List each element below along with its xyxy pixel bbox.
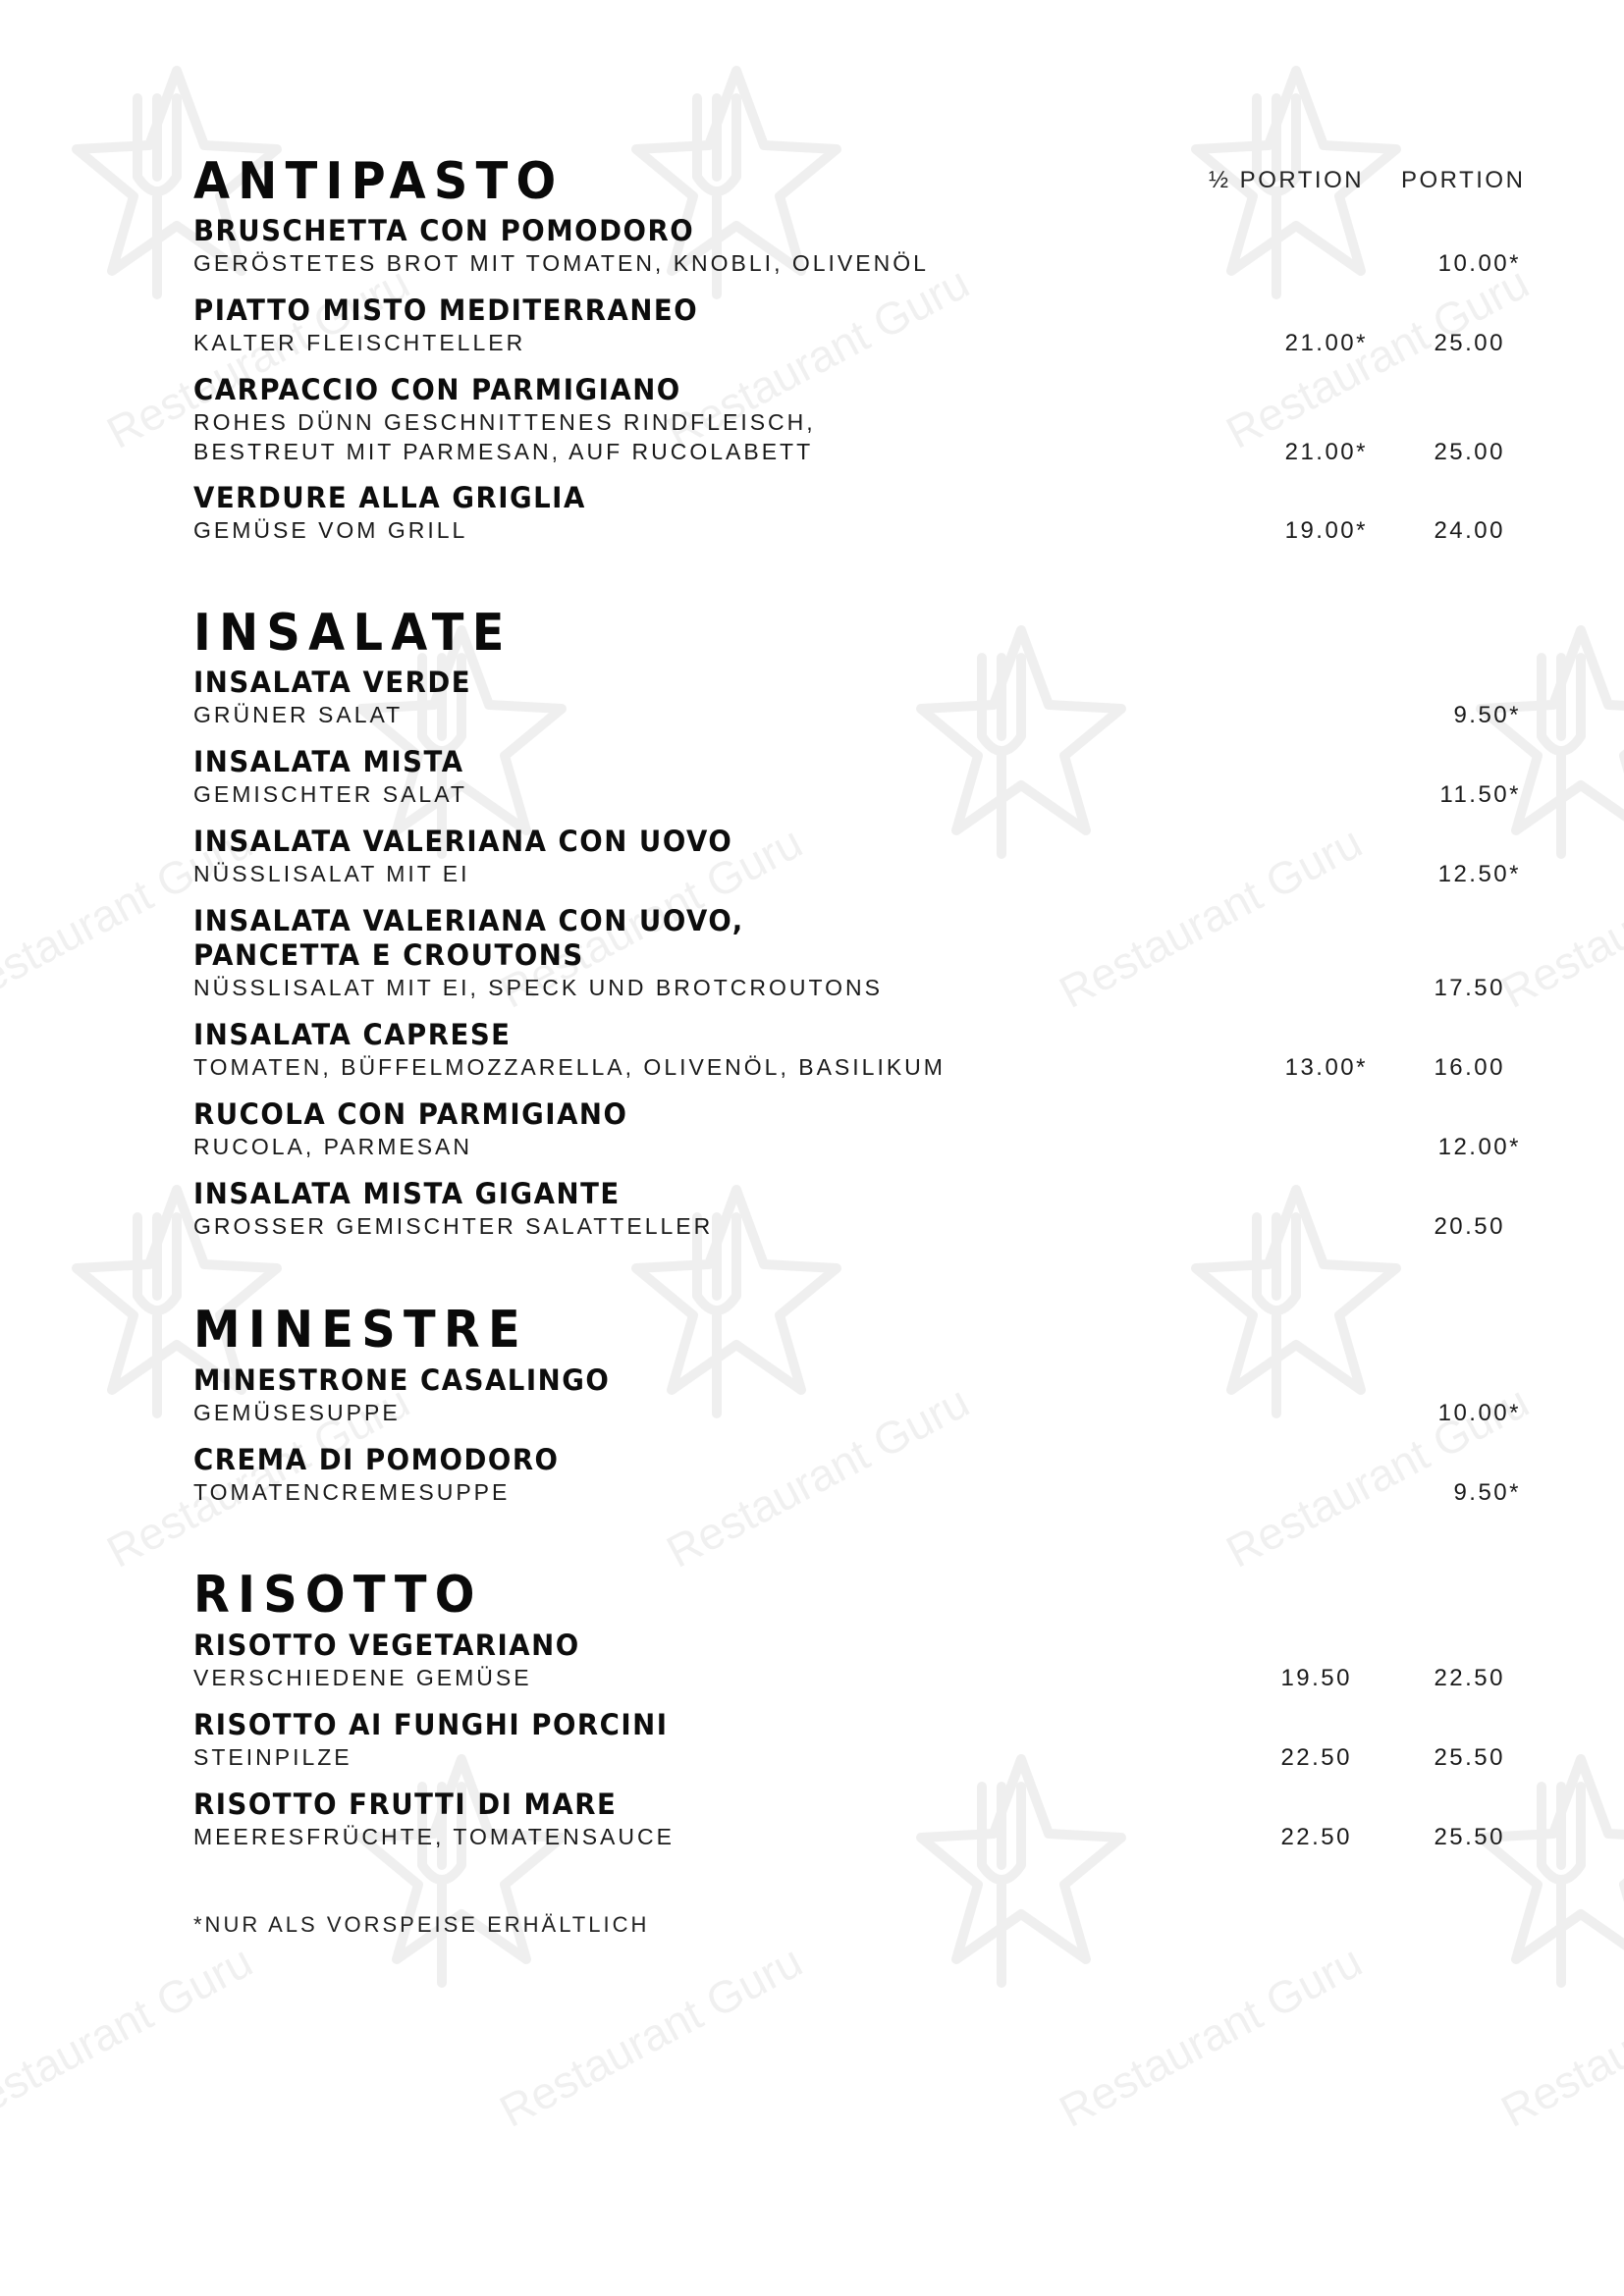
menu-item (193, 904, 1529, 1002)
menu-item (193, 1177, 1529, 1241)
menu-item-description: GERÖSTETES BROT MIT TOMATEN, KNOBLI, OLIVENÖL (193, 250, 929, 276)
menu-item (193, 1443, 1529, 1507)
menu-item-name: PIATTO MISTO MEDITERRANEO (193, 294, 699, 327)
price-half-portion: 13.00* (1284, 1054, 1368, 1081)
price-portion: 11.50* (1439, 781, 1521, 808)
menu-item-description: MEERESFRÜCHTE, TOMATENSAUCE (193, 1824, 675, 1849)
price-portion: 25.00 (1434, 439, 1505, 465)
price-portion: 25.00 (1434, 330, 1505, 356)
menu-item-name: RISOTTO FRUTTI DI MARE (193, 1788, 618, 1821)
menu-item-description: VERSCHIEDENE GEMÜSE (193, 1665, 532, 1690)
menu-item (193, 1097, 1529, 1161)
menu-item-description: ROHES DÜNN GESCHNITTENES RINDFLEISCH, (193, 409, 816, 435)
menu-item-description: RUCOLA, PARMESAN (193, 1134, 473, 1159)
price-portion: 25.50 (1434, 1744, 1505, 1771)
price-portion: 17.50 (1434, 975, 1505, 1001)
price-portion: 9.50* (1453, 702, 1521, 728)
fork-star-icon (353, 1747, 569, 1993)
price-portion: 16.00 (1434, 1054, 1505, 1081)
footnote: *NUR ALS VORSPEISE ERHÄLTLICH (193, 1912, 650, 1937)
menu-item-description: TOMATENCREMESUPPE (193, 1479, 511, 1505)
menu-item-description: KALTER FLEISCHTELLER (193, 330, 526, 355)
menu-item-description: TOMATEN, BÜFFELMOZZARELLA, OLIVENÖL, BASILIKUM (193, 1054, 946, 1080)
price-half-portion: 19.50 (1280, 1665, 1352, 1691)
price-portion: 22.50 (1434, 1665, 1505, 1691)
menu-item-name: INSALATA VALERIANA CON UOVO (193, 825, 733, 858)
watermark-text (1492, 1934, 1624, 2137)
column-header-half-portion: ½ PORTION (1209, 167, 1365, 193)
menu-item-description: BESTREUT MIT PARMESAN, AUF RUCOLABETT (193, 439, 814, 464)
menu-item-description: STEINPILZE (193, 1744, 352, 1770)
price-half-portion: 22.50 (1280, 1744, 1352, 1771)
menu-item-name: BRUSCHETTA CON POMODORO (193, 214, 695, 247)
menu-item-name: RISOTTO VEGETARIANO (193, 1629, 580, 1662)
menu-item-name: PANCETTA E CROUTONS (193, 938, 584, 972)
price-portion: 12.50* (1437, 861, 1521, 887)
section-title: RISOTTO (193, 1566, 483, 1625)
menu-item (193, 1363, 1529, 1427)
menu-item-name: CARPACCIO CON PARMIGIANO (193, 373, 681, 406)
price-portion: 24.00 (1434, 517, 1505, 544)
price-portion: 20.50 (1434, 1213, 1505, 1240)
menu-item (193, 214, 1529, 278)
column-header-portion: PORTION (1401, 167, 1526, 193)
section-title: MINESTRE (193, 1301, 528, 1360)
price-portion: 10.00* (1437, 1400, 1521, 1426)
section-title: INSALATE (193, 604, 513, 663)
watermark-text (491, 1934, 811, 2137)
menu-item-name: INSALATA MISTA GIGANTE (193, 1177, 621, 1210)
fork-star-icon (913, 1747, 1129, 1993)
menu-item-description: GEMÜSESUPPE (193, 1400, 401, 1425)
menu-item-name: INSALATA CAPRESE (193, 1018, 512, 1051)
price-portion: 12.00* (1437, 1134, 1521, 1160)
menu-item (193, 666, 1529, 729)
menu-item (193, 745, 1529, 809)
menu-item-name: INSALATA VALERIANA CON UOVO, (193, 904, 744, 937)
menu-item-description: NÜSSLISALAT MIT EI, SPECK UND BROTCROUTONS (193, 975, 883, 1000)
price-portion: 9.50* (1453, 1479, 1521, 1506)
watermark-text (1051, 1934, 1371, 2137)
menu-item-description: GEMISCHTER SALAT (193, 781, 467, 807)
menu-item-name: RUCOLA CON PARMIGIANO (193, 1097, 628, 1131)
menu-item-name: MINESTRONE CASALINGO (193, 1363, 611, 1397)
fork-star-icon (1473, 1747, 1624, 1993)
price-portion: 10.00* (1437, 250, 1521, 277)
menu-item-name: VERDURE ALLA GRIGLIA (193, 481, 586, 514)
price-half-portion: 21.00* (1284, 330, 1368, 356)
menu-item-name: INSALATA MISTA (193, 745, 464, 778)
price-half-portion: 21.00* (1284, 439, 1368, 465)
section-title: ANTIPASTO (193, 152, 565, 211)
menu-item-description: GEMÜSE VOM GRILL (193, 517, 468, 543)
menu-item-description: GROSSER GEMISCHTER SALATTELLER (193, 1213, 714, 1239)
price-half-portion: 22.50 (1280, 1824, 1352, 1850)
menu-item (193, 825, 1529, 888)
price-portion: 25.50 (1434, 1824, 1505, 1850)
menu-item-description: NÜSSLISALAT MIT EI (193, 861, 470, 886)
watermark-text (0, 1934, 261, 2137)
price-half-portion: 19.00* (1284, 517, 1368, 544)
menu-item-name: RISOTTO AI FUNGHI PORCINI (193, 1708, 669, 1741)
menu-item-name: CREMA DI POMODORO (193, 1443, 560, 1476)
menu-item-name: INSALATA VERDE (193, 666, 472, 699)
menu-item-description: GRÜNER SALAT (193, 702, 404, 727)
